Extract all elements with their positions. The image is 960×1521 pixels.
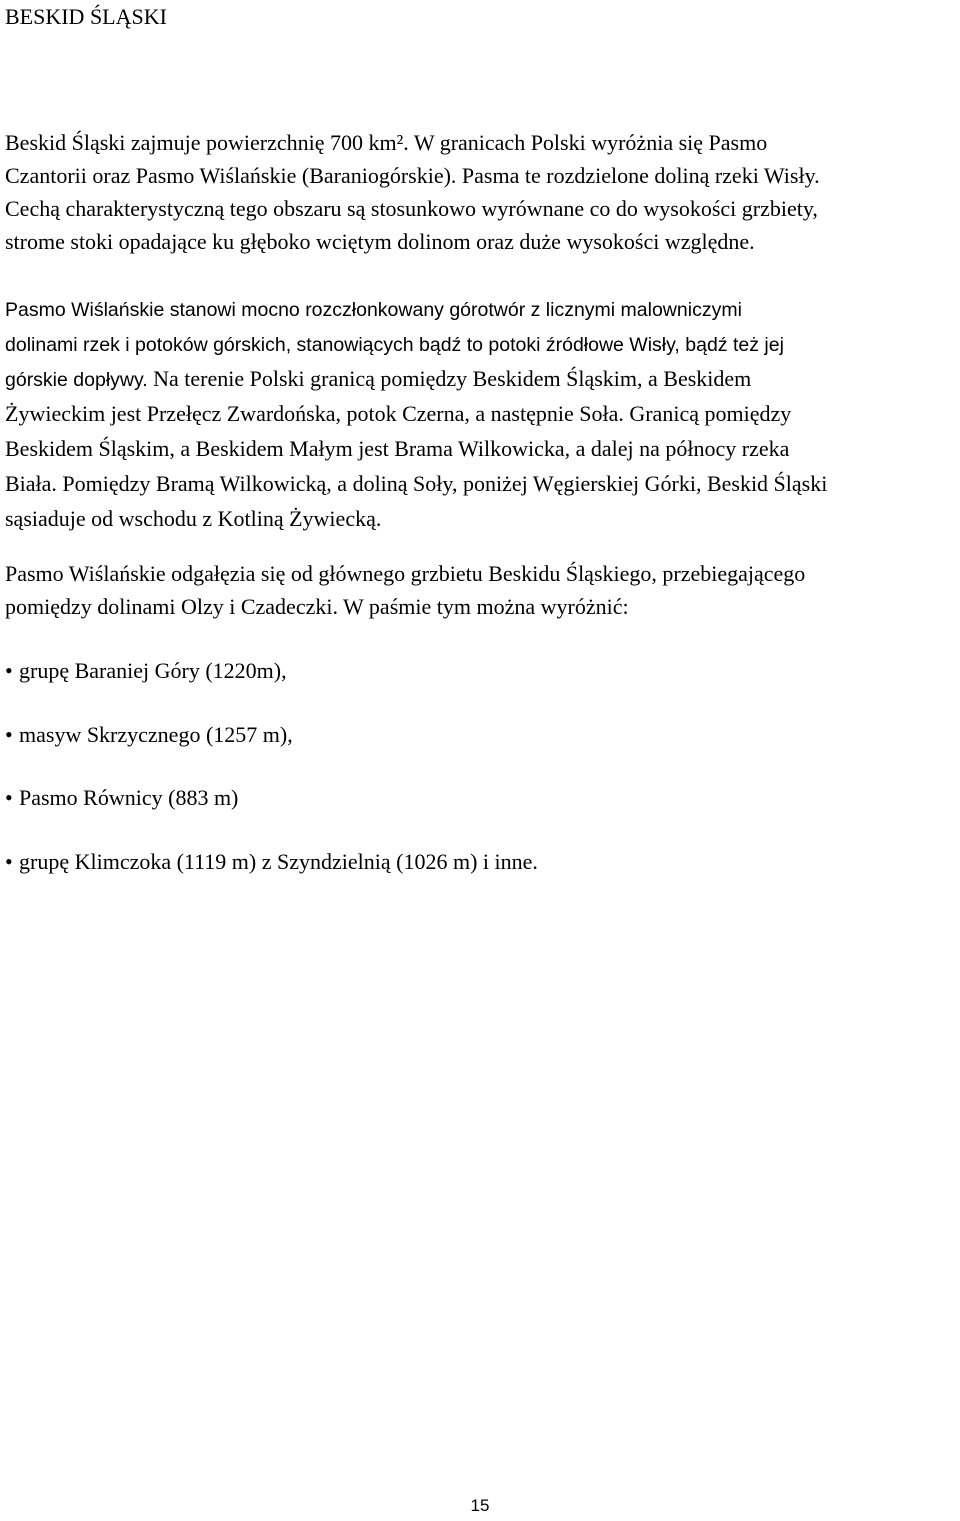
- text-run-serif: Biała. Pomiędzy Bramą Wilkowicką, a doliną Soły, poniżej Węgierskiej Górki, Beskid Śląski: [5, 471, 828, 496]
- text-run-sans: dolinami rzek i potoków górskich, stanowiących bądź to potoki źródłowe Wisły, bądź też jej: [5, 334, 784, 356]
- bullet-icon: •: [5, 658, 13, 683]
- text-run-sans: Pasmo Wiślańskie stanowi mocno rozczłonkowany górotwór z licznymi malowniczymi: [5, 299, 742, 321]
- text-run-sans: górskie dopływy.: [5, 369, 154, 391]
- paragraph-line: [5, 467, 953, 502]
- bullet-icon: •: [5, 848, 13, 874]
- bullet-icon: •: [5, 785, 13, 810]
- paragraph-line: [5, 432, 953, 467]
- text-run-serif: Na terenie Polski granicą pomiędzy Beskidem Śląskim, a Beskidem: [153, 366, 752, 391]
- paragraph-line: pomiędzy dolinami Olzy i Czadeczki. W paśmie tym można wyróżnić:: [5, 594, 629, 619]
- paragraph-line: Beskid Śląski zajmuje powierzchnię 700 km². W granicach Polski wyróżnia się Pasmo: [5, 130, 768, 155]
- list-item-text: Pasmo Równicy (883 m): [19, 785, 239, 810]
- list-item: [5, 845, 538, 909]
- text-run-serif: sąsiaduje od wschodu z Kotliną Żywiecką.: [5, 506, 382, 531]
- document-title: BESKID ŚLĄSKI: [5, 4, 167, 29]
- paragraph-line: Czantorii oraz Pasmo Wiślańskie (Baraniogórskie). Pasma te rozdzielone doliną rzeki Wisły.: [5, 163, 820, 188]
- paragraph-line: [5, 397, 953, 432]
- paragraph-line: [5, 327, 953, 362]
- paragraph-line: [5, 362, 953, 397]
- paragraph-line: [5, 292, 953, 327]
- list-item-text: grupę Baraniej Góry (1220m),: [19, 658, 287, 683]
- list-item: [5, 654, 538, 718]
- paragraph-ranges-intro: [5, 557, 953, 623]
- paragraph-line: Cechą charakterystyczną tego obszaru są stosunkowo wyrównane co do wysokości grzbiety,: [5, 196, 818, 221]
- text-run-serif: Żywieckim jest Przełęcz Zwardońska, potok Czerna, a następnie Soła. Granicą pomiędzy: [5, 401, 792, 426]
- bullet-icon: •: [5, 721, 13, 747]
- paragraph-pasmo-wislanskie: [5, 292, 953, 537]
- list-item: [5, 718, 538, 782]
- paragraph-line: strome stoki opadające ku głęboko wciętym dolinom oraz duże wysokości względne.: [5, 229, 755, 254]
- list-item: [5, 781, 538, 845]
- ranges-list: [5, 654, 538, 908]
- paragraph-line: Pasmo Wiślańskie odgałęzia się od głównego grzbietu Beskidu Śląskiego, przebiegającego: [5, 561, 806, 586]
- list-item-text: grupę Klimczoka (1119 m) z Szyndzielnią (1026 m) i inne.: [19, 848, 538, 874]
- page-number: 15: [470, 1496, 490, 1515]
- text-run-serif: Beskidem Śląskim, a Beskidem Małym jest Brama Wilkowicka, a dalej na północy rzeka: [5, 436, 790, 461]
- paragraph-line: [5, 502, 953, 537]
- list-item-text: masyw Skrzycznego (1257 m),: [19, 721, 293, 747]
- paragraph-overview: [5, 126, 953, 258]
